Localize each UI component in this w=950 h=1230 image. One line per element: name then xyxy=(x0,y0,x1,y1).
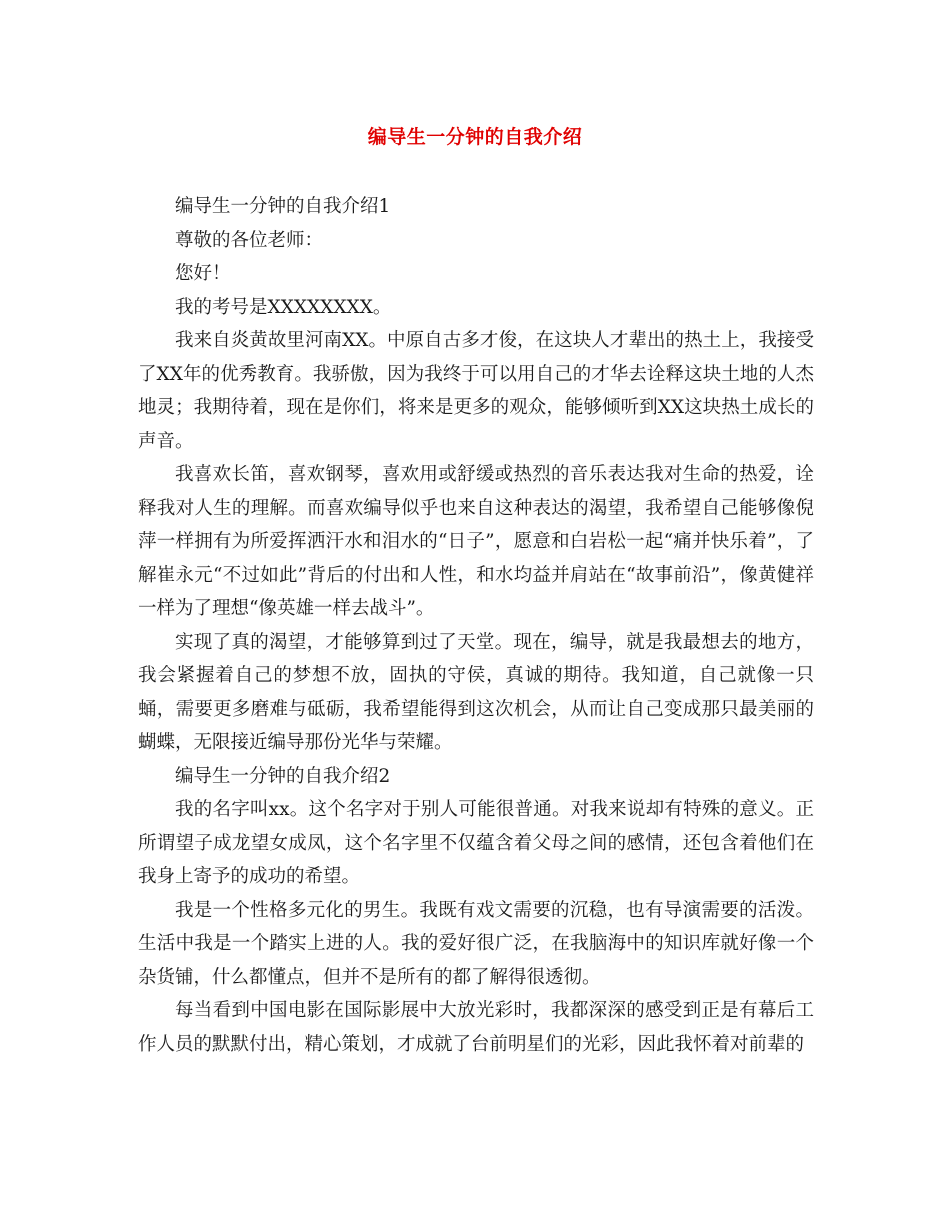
greeting: 您好！ xyxy=(175,263,231,284)
hometown-paragraph: 我来自炎黄故里河南XX。中原自古多才俊，在这块人才辈出的热土上，我接受了XX年的优秀教育。我骄傲，因为我终于可以用自己的才华去诠释这块土地的人杰地灵；我期待着，现在是你们，将来是更多的观众，能够倾听到XX这块热土成长的声音。 xyxy=(138,330,814,452)
film-paragraph: 每当看到中国电影在国际影展中大放光彩时，我都深深的感受到正是有幕后工作人员的默默付出，精心策划，才成就了台前明星们的光彩，因此我怀着对前辈的 xyxy=(138,1000,814,1055)
document-title: 编导生一分钟的自我介绍 xyxy=(367,126,583,148)
heading-intro-1: 编导生一分钟的自我介绍1 xyxy=(175,196,391,217)
exam-number-paragraph: 我的考号是XXXXXXXX。 xyxy=(175,296,392,318)
name-paragraph: 我的名字叫xx。这个名字对于别人可能很普通。对我来说却有特殊的意义。正所谓望子成龙望女成凤，这个名字里不仅蕴含着父母之间的感情，还包含着他们在我身上寄予的成功的希望。 xyxy=(138,799,814,887)
personality-paragraph: 我是一个性格多元化的男生。我既有戏文需要的沉稳，也有导演需要的活泼。生活中我是一个踏实上进的人。我的爱好很广泛，在我脑海中的知识库就好像一个杂货铺，什么都懂点，但并不是所有的都了解得很透彻。 xyxy=(138,899,814,988)
salutation: 尊敬的各位老师： xyxy=(175,229,324,251)
document-body xyxy=(138,190,814,1061)
heading-intro-2: 编导生一分钟的自我介绍2 xyxy=(175,765,391,787)
hobbies-paragraph: 我喜欢长笛，喜欢钢琴，喜欢用或舒缓或热烈的音乐表达我对生命的热爱，诠释我对人生的理解。而喜欢编导似乎也来自这种表达的渴望，我希望自己能够像倪萍一样拥有为所爱挥洒汗水和泪水的“日子”，愿意和白岩松一起“痛并快乐着”，了解崔永元“不过如此”背后的付出和人性，和水均益并肩站在“故事前沿”，像黄健祥一样为了理想“像英雄一样去战斗”。 xyxy=(138,464,814,619)
aspiration-paragraph: 实现了真的渴望，才能够算到过了天堂。现在，编导，就是我最想去的地方，我会紧握着自己的梦想不放，固执的守侯，真诚的期待。我知道，自己就像一只蛹，需要更多磨难与砥砺，我希望能得到这次机会，从而让自己变成那只最美丽的蝴蝶，无限接近编导那份光华与荣耀。 xyxy=(138,631,814,753)
